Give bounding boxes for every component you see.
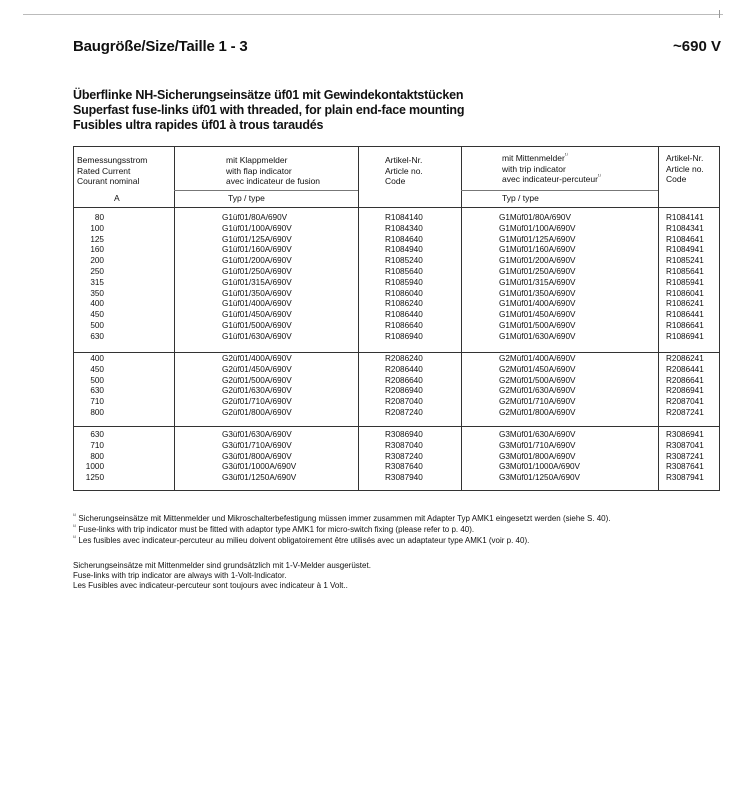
cell-type-flap: G2üf01/450A/690V — [222, 364, 292, 374]
cell-article-flap: R1086240 — [385, 299, 423, 309]
cell-article-trip: R1086441 — [666, 310, 704, 320]
cell-article-trip: R2086441 — [666, 364, 704, 374]
cell-type-trip: G1Müf01/250A/690V — [499, 267, 576, 276]
cell-article-trip: R1084941 — [666, 245, 704, 255]
cell-rated-current: 630 — [90, 386, 104, 396]
cell-type-trip: G1Müf01/315A/690V — [499, 277, 576, 287]
cell-article-flap: R3087040 — [385, 440, 423, 450]
cell-article-trip: R2087041 — [666, 397, 704, 407]
fuse-table — [73, 146, 720, 491]
cell-type-trip: G1Müf01/350A/690V — [499, 288, 576, 298]
cell-rated-current: 125 — [90, 234, 104, 244]
header-article-no: Artikel-Nr. Article no. Code — [385, 155, 423, 186]
header-typ-type: Typ / type — [228, 193, 265, 203]
cell-article-flap: R3087640 — [385, 462, 423, 472]
cell-article-flap: R2087240 — [385, 408, 423, 417]
cell-type-flap: G3üf01/1250A/690V — [222, 473, 297, 483]
cell-article-trip: R3087241 — [666, 451, 704, 461]
cell-article-flap: R1084340 — [385, 223, 423, 233]
header-trip-indicator: mit Mittenmelder$^{^{1)}}$ with trip indicator avec indicateur-percuteur$^{^{1)}}$ — [502, 153, 602, 184]
cell-rated-current: 710 — [90, 397, 104, 407]
cell-type-flap: G1üf01/125A/690V — [222, 234, 292, 244]
table-divider — [174, 147, 175, 490]
cell-article-trip: R1085641 — [666, 267, 704, 276]
subtitle-fr: Fusibles ultra rapides üf01 à trous taraudés — [73, 118, 324, 132]
cell-article-trip: R2087241 — [666, 408, 704, 417]
footnote-en: $^{^{1)}}$ Fuse-links with trip indicator must be fitted with adaptor type AMK1 for micro-switch fixing (please refer to p. 40). — [73, 524, 475, 534]
cell-type-trip: G1Müf01/80A/690V — [499, 213, 571, 222]
cell-article-flap: R3086940 — [385, 430, 423, 439]
voltage-label: ~690 V — [673, 38, 721, 55]
cell-type-flap: G2üf01/800A/690V — [222, 408, 292, 417]
cell-type-trip: G2Müf01/400A/690V — [499, 354, 576, 363]
cell-rated-current: 710 — [90, 440, 104, 450]
cell-article-flap: R1086440 — [385, 310, 423, 320]
group-divider — [74, 426, 719, 427]
cell-rated-current: 500 — [90, 375, 104, 385]
cell-type-trip: G1Müf01/450A/690V — [499, 310, 576, 320]
cell-rated-current: 160 — [90, 245, 104, 255]
cell-article-flap: R1084940 — [385, 245, 423, 255]
cell-type-trip: G2Müf01/630A/690V — [499, 386, 576, 396]
cell-type-flap: G2üf01/500A/690V — [222, 375, 292, 385]
cell-article-trip: R1086041 — [666, 288, 704, 298]
cell-article-flap: R1086040 — [385, 288, 423, 298]
cell-type-trip: G3Müf01/1000A/690V — [499, 462, 581, 472]
cell-rated-current: 450 — [90, 310, 104, 320]
cell-article-trip: R3087641 — [666, 462, 704, 472]
table-header-rule — [74, 207, 719, 208]
cell-rated-current: 80 — [94, 213, 104, 222]
cell-type-trip: G1Müf01/200A/690V — [499, 256, 576, 266]
subtitle-de: Überflinke NH-Sicherungseinsätze üf01 mit Gewindekontaktstücken — [73, 88, 464, 102]
cell-type-flap: G1üf01/80A/690V — [222, 213, 288, 222]
cell-type-trip: G1Müf01/160A/690V — [499, 245, 576, 255]
cell-article-trip: R1086241 — [666, 299, 704, 309]
typ-rule — [174, 190, 358, 191]
cell-article-trip: R2086641 — [666, 375, 704, 385]
cell-rated-current: 630 — [90, 331, 104, 341]
cell-rated-current: 315 — [90, 277, 104, 287]
corner-tick — [719, 10, 720, 18]
cell-type-trip: G1Müf01/500A/690V — [499, 321, 576, 330]
cell-article-trip: R2086941 — [666, 386, 704, 396]
header-rated-current: Bemessungsstrom Rated Current Courant nominal — [77, 155, 148, 186]
cell-type-flap: G3üf01/630A/690V — [222, 430, 292, 439]
cell-rated-current: 1000 — [85, 462, 104, 472]
cell-article-flap: R1084140 — [385, 213, 423, 222]
footnote-fr: $^{^{1)}}$ Les fusibles avec indicateur-percuteur au milieu doivent obligatoirement être utilisés avec un adaptateur type AMK1 (voir p. 40). — [73, 535, 530, 545]
cell-article-trip: R2086241 — [666, 354, 704, 363]
cell-rated-current: 350 — [90, 288, 104, 298]
cell-article-flap: R1086940 — [385, 331, 423, 341]
cell-type-trip: G1Müf01/400A/690V — [499, 299, 576, 309]
cell-article-flap: R2086940 — [385, 386, 423, 396]
cell-type-trip: G3Müf01/800A/690V — [499, 451, 576, 461]
cell-type-trip: G3Müf01/630A/690V — [499, 430, 576, 439]
cell-type-flap: G1üf01/315A/690V — [222, 277, 292, 287]
cell-article-flap: R2086440 — [385, 364, 423, 374]
cell-type-flap: G2üf01/630A/690V — [222, 386, 292, 396]
cell-type-trip: G1Müf01/125A/690V — [499, 234, 576, 244]
cell-rated-current: 100 — [90, 223, 104, 233]
cell-type-flap: G1üf01/160A/690V — [222, 245, 292, 255]
cell-article-flap: R1086640 — [385, 321, 423, 330]
cell-type-flap: G2üf01/710A/690V — [222, 397, 292, 407]
cell-rated-current: 630 — [90, 430, 104, 439]
cell-article-flap: R1084640 — [385, 234, 423, 244]
cell-type-trip: G2Müf01/500A/690V — [499, 375, 576, 385]
cell-rated-current: 450 — [90, 364, 104, 374]
cell-rated-current: 500 — [90, 321, 104, 330]
cell-article-flap: R1085640 — [385, 267, 423, 276]
cell-article-trip: R1084141 — [666, 213, 704, 222]
cell-article-trip: R1084341 — [666, 223, 704, 233]
cell-article-trip: R1086941 — [666, 331, 704, 341]
cell-article-trip: R3087941 — [666, 473, 704, 483]
table-divider — [358, 147, 359, 490]
cell-type-flap: G1üf01/350A/690V — [222, 288, 292, 298]
cell-type-flap: G1üf01/250A/690V — [222, 267, 292, 276]
cell-type-trip: G2Müf01/710A/690V — [499, 397, 576, 407]
group-divider — [74, 352, 719, 353]
cell-rated-current: 400 — [90, 299, 104, 309]
note-de: Sicherungseinsätze mit Mittenmelder sind grundsätzlich mit 1-V-Melder ausgerüstet. — [73, 561, 371, 570]
cell-rated-current: 250 — [90, 267, 104, 276]
cell-article-flap: R1085240 — [385, 256, 423, 266]
cell-type-flap: G1üf01/200A/690V — [222, 256, 292, 266]
header-typ-type: Typ / type — [502, 193, 539, 203]
table-divider — [658, 147, 659, 490]
cell-type-flap: G3üf01/1000A/690V — [222, 462, 297, 472]
cell-type-flap: G1üf01/400A/690V — [222, 299, 292, 309]
cell-type-trip: G2Müf01/450A/690V — [499, 364, 576, 374]
cell-type-flap: G3üf01/710A/690V — [222, 440, 292, 450]
footnote-de: $^{^{1)}}$ Sicherungseinsätze mit Mittenmelder und Mikroschalterbefestigung müssen immer zusammen mit Adapter Typ AMK1 eingesetzt werden (siehe S. 40). — [73, 513, 611, 523]
cell-article-trip: R3087041 — [666, 440, 704, 450]
cell-article-flap: R3087940 — [385, 473, 423, 483]
page-title: Baugröße/Size/Taille 1 - 3 — [73, 38, 248, 55]
cell-rated-current: 800 — [90, 408, 104, 417]
cell-article-flap: R2086240 — [385, 354, 423, 363]
cell-rated-current: 800 — [90, 451, 104, 461]
cell-article-flap: R2087040 — [385, 397, 423, 407]
cell-type-flap: G1üf01/500A/690V — [222, 321, 292, 330]
cell-rated-current: 400 — [90, 354, 104, 363]
typ-rule — [461, 190, 658, 191]
cell-article-trip: R1085241 — [666, 256, 704, 266]
cell-type-flap: G2üf01/400A/690V — [222, 354, 292, 363]
cell-rated-current: 200 — [90, 256, 104, 266]
cell-type-flap: G3üf01/800A/690V — [222, 451, 292, 461]
cell-type-trip: G2Müf01/800A/690V — [499, 408, 576, 417]
note-en: Fuse-links with trip indicator are always with 1-Volt-Indicator. — [73, 571, 287, 580]
cell-rated-current: 1250 — [85, 473, 104, 483]
cell-type-flap: G1üf01/100A/690V — [222, 223, 292, 233]
header-article-no: Artikel-Nr. Article no. Code — [666, 153, 704, 184]
cell-article-trip: R3086941 — [666, 430, 704, 439]
header-flap-indicator: mit Klappmelder with flap indicator avec indicateur de fusion — [226, 155, 321, 186]
cell-article-flap: R2086640 — [385, 375, 423, 385]
cell-type-trip: G3Müf01/1250A/690V — [499, 473, 581, 483]
cell-article-trip: R1085941 — [666, 277, 704, 287]
cell-article-trip: R1084641 — [666, 234, 704, 244]
cell-type-flap: G1üf01/450A/690V — [222, 310, 292, 320]
cell-article-trip: R1086641 — [666, 321, 704, 330]
header-unit: A — [114, 193, 120, 203]
note-fr: Les Fusibles avec indicateur-percuteur sont toujours avec indicateur à 1 Volt.. — [73, 581, 348, 590]
top-rule — [23, 14, 723, 15]
subtitle-en: Superfast fuse-links üf01 with threaded, for plain end-face mounting — [73, 103, 465, 117]
cell-type-trip: G3Müf01/710A/690V — [499, 440, 576, 450]
cell-type-trip: G1Müf01/100A/690V — [499, 223, 576, 233]
table-divider — [461, 147, 462, 490]
cell-type-trip: G1Müf01/630A/690V — [499, 331, 576, 341]
cell-article-flap: R3087240 — [385, 451, 423, 461]
cell-type-flap: G1üf01/630A/690V — [222, 331, 292, 341]
cell-article-flap: R1085940 — [385, 277, 423, 287]
